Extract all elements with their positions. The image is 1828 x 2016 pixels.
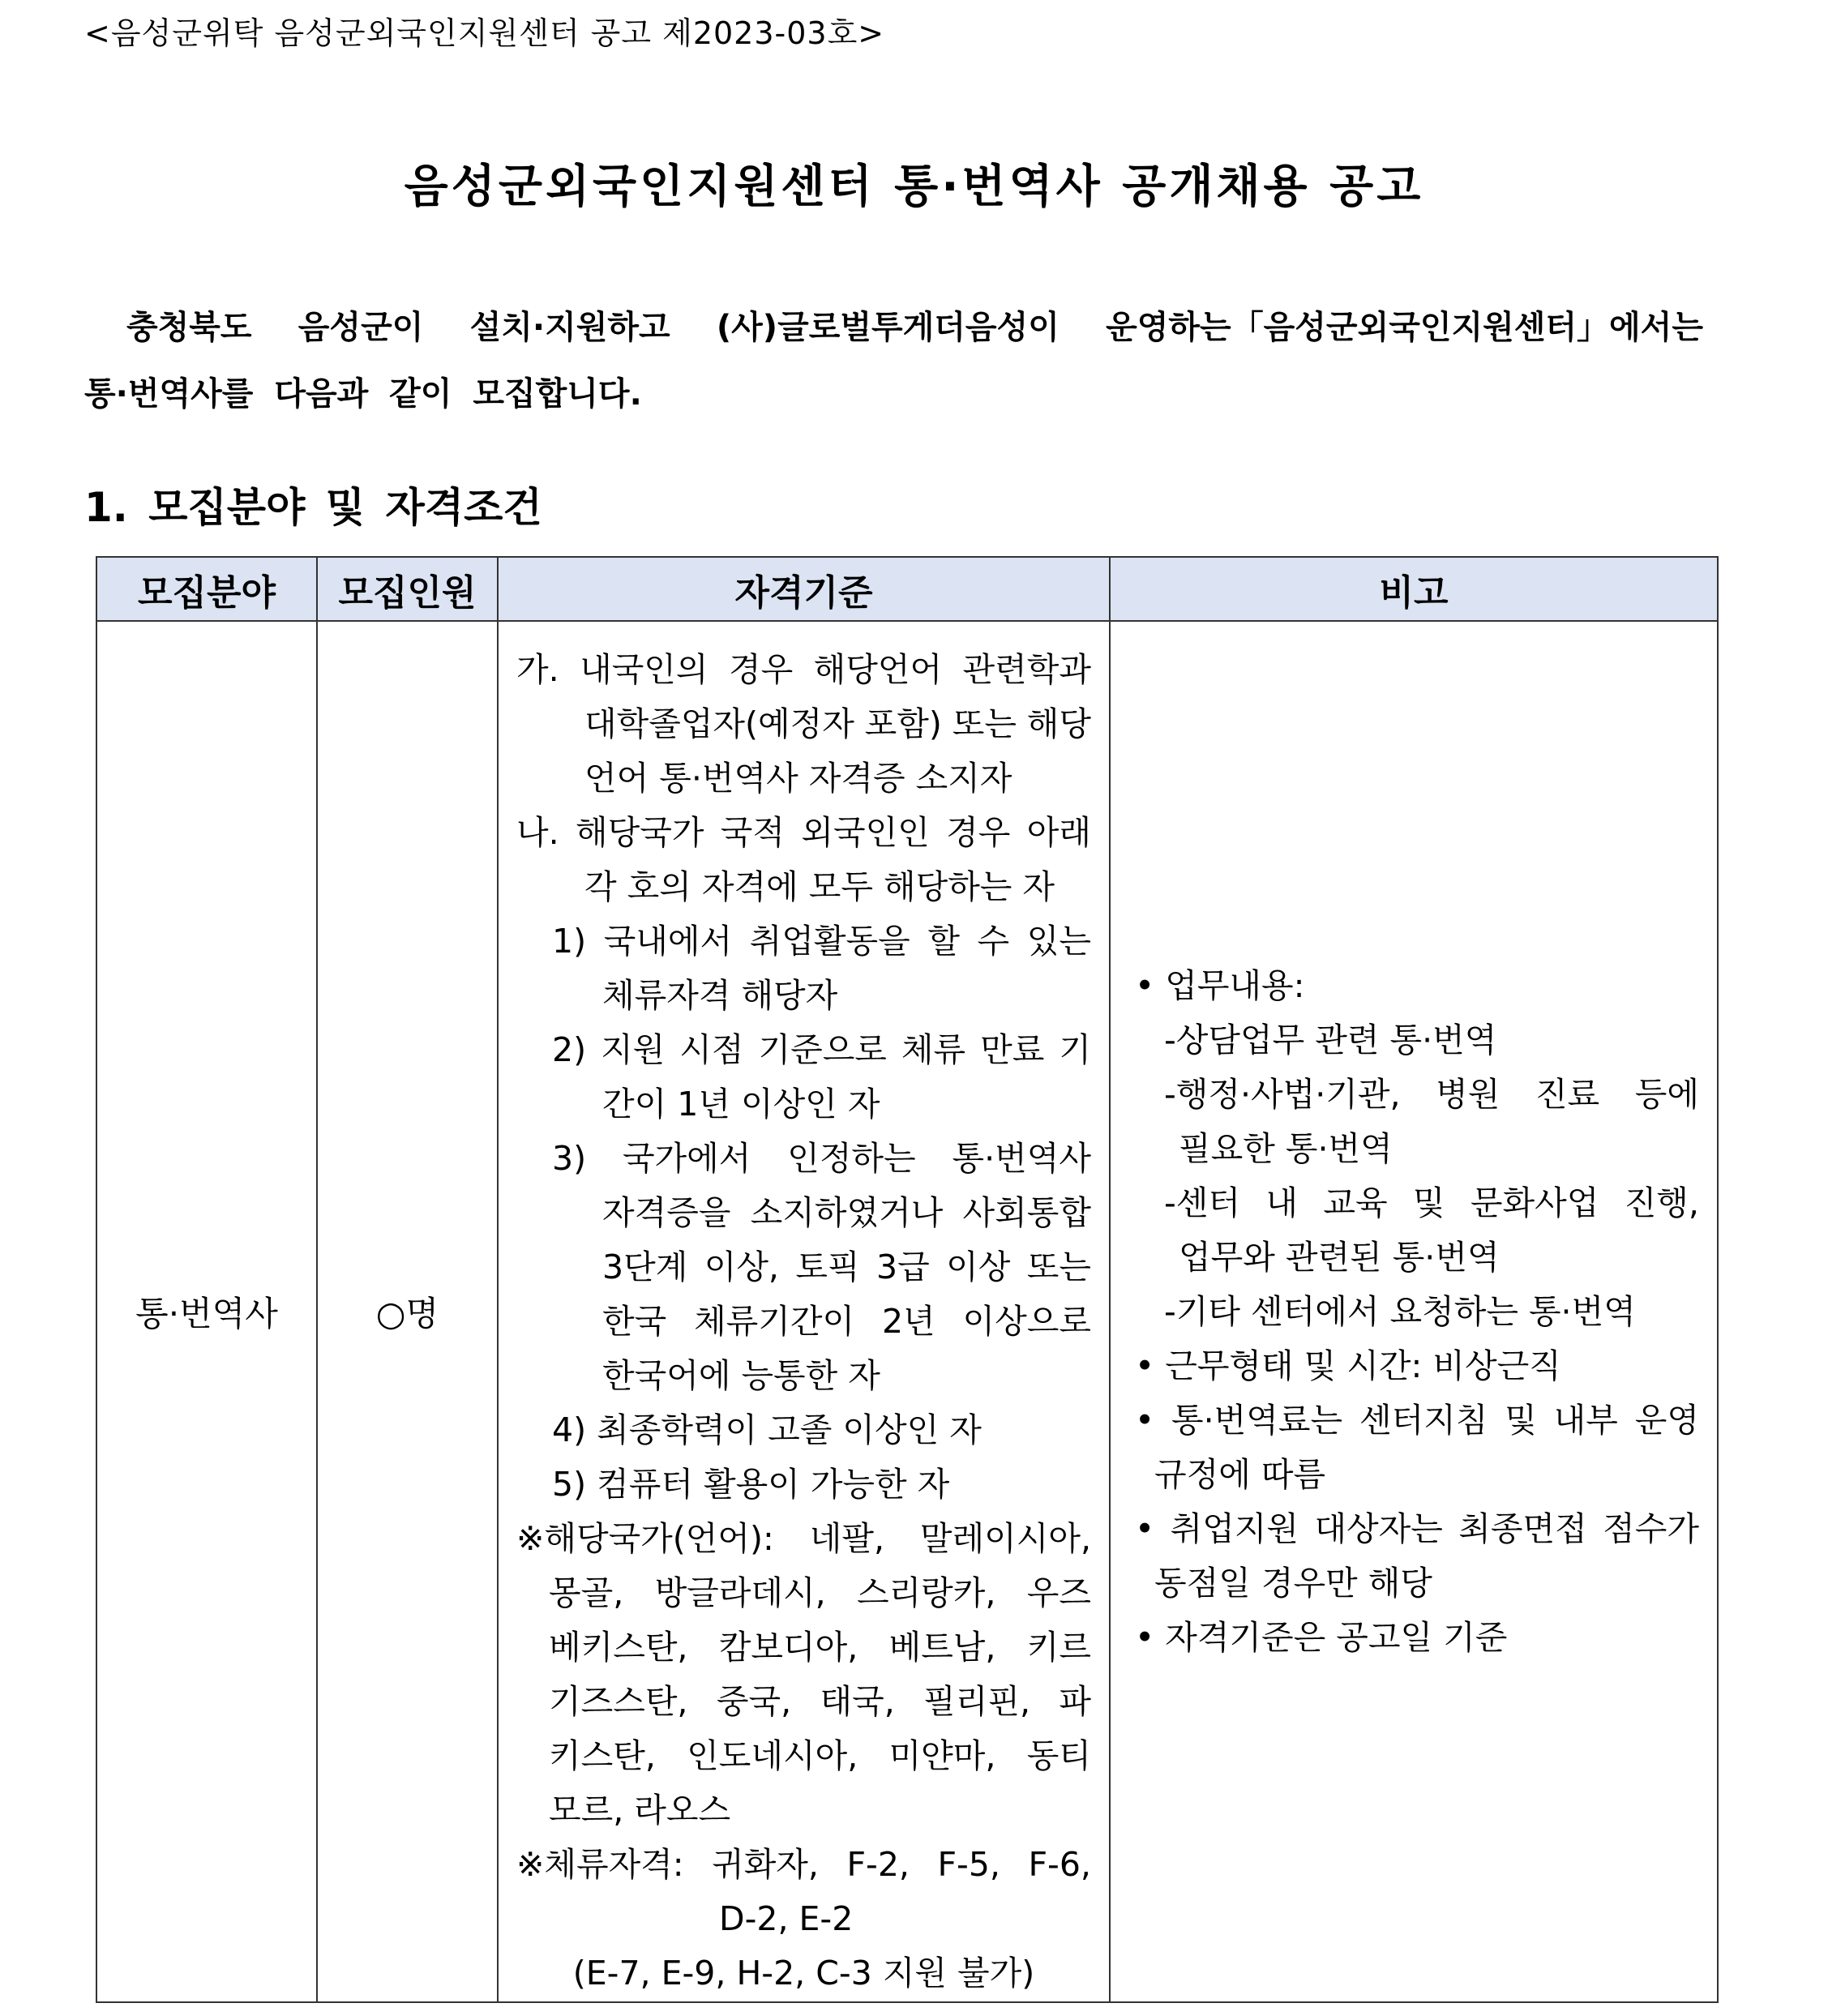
line-word: • (1135, 1509, 1155, 1548)
line-word: 토픽 (795, 1248, 860, 1286)
remarks-line (1135, 1068, 1699, 1122)
intro-line-1 (126, 302, 1703, 348)
remarks-line: • 업무내용: (1135, 965, 1305, 1005)
line-word: 이상 (946, 1248, 1011, 1286)
intro-word: 운영하는「음성군외국인지원센터」에서는 (1106, 309, 1703, 346)
line-word: 취업지원 (1170, 1509, 1299, 1548)
line-word: 내부 (1553, 1400, 1618, 1440)
line-word: 인도네시아, (687, 1736, 858, 1775)
line-word: 3) (552, 1139, 587, 1178)
line-word: F-2, (846, 1845, 910, 1884)
remarks-line (1135, 1393, 1699, 1448)
line-word: 소지하였거나 (750, 1193, 944, 1232)
criteria-line (516, 1240, 1091, 1295)
line-word: 수 (977, 922, 1010, 961)
line-word: -행정·사법·기관, (1164, 1074, 1401, 1114)
line-word: 경우 (946, 813, 1011, 852)
line-word: 베트남, (888, 1628, 996, 1667)
line-word: 및 (1412, 1183, 1445, 1222)
line-word: F-5, (937, 1845, 1000, 1884)
line-word: 키스탄, (549, 1736, 656, 1775)
line-word: 내국인의 (580, 650, 709, 689)
line-word: 등에 (1634, 1074, 1699, 1114)
criteria-line: 각 호의 자격에 모두 해당하는 자 (584, 867, 1055, 906)
criteria-line (516, 1132, 1091, 1186)
remarks-line: 업무와 관련된 통·번역 (1179, 1237, 1500, 1277)
line-word: 기즈스탄, (549, 1682, 688, 1721)
criteria-line: 한국어에 능통한 자 (602, 1356, 880, 1395)
line-word: 키르 (1026, 1628, 1091, 1667)
remarks-line: 규정에 따름 (1154, 1454, 1326, 1494)
line-word: ※해당국가(언어): (516, 1519, 774, 1558)
page-title: 음성군외국인지원센터 통·번역사 공개채용 공고 (404, 161, 1424, 213)
criteria-line: 체류자격 해당자 (602, 976, 838, 1015)
line-word: 외국인인 (801, 813, 930, 852)
header-remarks: 비고 (1110, 557, 1718, 621)
criteria-line (516, 1566, 1091, 1620)
criteria-line (516, 1295, 1091, 1349)
criteria-line (516, 1023, 1091, 1077)
criteria-line (516, 1620, 1091, 1675)
line-word: 스리랑카, (856, 1573, 996, 1612)
intro-line-2: 통·번역사를 다음과 같이 모집합니다. (84, 375, 642, 413)
criteria-line: (E-7, E-9, H-2, C-3 지원 불가) (572, 1954, 1035, 1992)
criteria-line (516, 1675, 1091, 1729)
line-word: 나. (516, 813, 559, 852)
field-cell: 통·번역사 (96, 621, 317, 2002)
line-word: 캄보디아, (718, 1628, 858, 1667)
line-word: 3급 (876, 1248, 930, 1286)
line-word: 귀화자, (712, 1845, 819, 1884)
line-word: 통·번역사 (952, 1139, 1091, 1178)
line-word: 베키스탄, (549, 1628, 688, 1667)
line-word: 중국, (716, 1682, 792, 1721)
criteria-line (516, 643, 1091, 697)
line-word: 해당국가 (576, 813, 704, 852)
criteria-line: 모르, 라오스 (549, 1791, 731, 1830)
remarks-cell (1110, 621, 1718, 2002)
remarks-line: -기타 센터에서 요청하는 통·번역 (1164, 1291, 1636, 1331)
notice-number: <음성군위탁 음성군외국인지원센터 공고 제2023-03호> (84, 15, 885, 51)
header-headcount: 모집인원 (317, 557, 498, 621)
intro-word: (사)글로벌투게더음성이 (716, 309, 1060, 346)
line-word: 경우 (728, 650, 794, 689)
line-word: 병원 (1436, 1074, 1501, 1114)
line-word: 체류 (901, 1030, 966, 1069)
line-word: 기 (1059, 1030, 1091, 1069)
line-word: 운영 (1634, 1400, 1699, 1440)
line-word: 미얀마, (888, 1736, 996, 1775)
line-word: 가. (516, 650, 559, 689)
line-word: 포함) (864, 704, 942, 743)
intro-word: 음성군이 (298, 309, 424, 346)
line-word: 국적 (720, 813, 786, 852)
line-word: 태국, (820, 1682, 895, 1721)
intro-word: 충청북도 (126, 309, 252, 346)
criteria-line (516, 697, 1091, 751)
line-word: 문화사업 (1470, 1183, 1599, 1222)
line-word: 말레이시아, (919, 1519, 1091, 1558)
line-word: 이상으로 (962, 1302, 1091, 1341)
criteria-line: 5) 컴퓨터 활용이 가능한 자 (552, 1465, 950, 1504)
remarks-line: • 자격기준은 공고일 기준 (1135, 1617, 1508, 1657)
line-word: 1) (552, 922, 587, 961)
criteria-line (516, 806, 1091, 860)
line-word: 3단계 (602, 1248, 688, 1286)
line-word: 대상자는 (1314, 1509, 1443, 1548)
line-word: 인정하는 (787, 1139, 916, 1178)
criteria-line (516, 1512, 1091, 1566)
line-word: ※체류자격: (516, 1845, 684, 1884)
line-word: 동티 (1026, 1736, 1091, 1775)
line-word: 자격증을 (602, 1193, 731, 1232)
line-word: 시점 (679, 1030, 744, 1069)
criteria-line (516, 914, 1091, 969)
line-word: 2년 (881, 1302, 935, 1341)
line-word: 및 (1505, 1400, 1537, 1440)
remarks-line: 필요한 통·번역 (1179, 1128, 1393, 1168)
line-word: 취업활동을 (749, 922, 910, 961)
criteria-line (516, 1186, 1091, 1240)
line-word: -센터 (1164, 1183, 1241, 1222)
line-word: 해당언어 (813, 650, 943, 689)
line-word: 진행, (1624, 1183, 1699, 1222)
line-word: F-6, (1028, 1845, 1091, 1884)
header-criteria: 자격기준 (498, 557, 1110, 621)
recruitment-table (96, 556, 1719, 2003)
line-word: 교육 (1323, 1183, 1388, 1222)
criteria-line: 언어 통·번역사 자격증 소지자 (584, 759, 1012, 798)
line-word: 몽골, (549, 1573, 624, 1612)
line-word: 필리핀, (923, 1682, 1030, 1721)
line-word: 이상, (704, 1248, 779, 1286)
criteria-cell (498, 621, 1110, 2002)
line-word: 진료 (1535, 1074, 1600, 1114)
line-word: 한국 (602, 1302, 667, 1341)
line-word: 파 (1059, 1682, 1091, 1721)
line-word: 기준으로 (758, 1030, 887, 1069)
line-word: 또는 (952, 704, 1017, 743)
line-word: 내 (1265, 1183, 1298, 1222)
criteria-line (516, 1729, 1091, 1783)
line-word: 국내에서 (603, 922, 733, 961)
line-word: 해당 (1026, 704, 1091, 743)
line-word: 최종면접 (1458, 1509, 1587, 1548)
line-word: 2) (552, 1030, 587, 1069)
line-word: 통·번역료는 (1171, 1400, 1343, 1440)
criteria-line (516, 1838, 1091, 1892)
remarks-line: -상담업무 관련 통·번역 (1164, 1020, 1497, 1059)
line-word: 국가에서 (622, 1139, 751, 1178)
line-word: 방글라데시, (654, 1573, 826, 1612)
line-word: 네팔, (809, 1519, 884, 1558)
criteria-line: D-2, E-2 (719, 1899, 854, 1938)
line-word: 체류기간이 (694, 1302, 855, 1341)
line-word: 점수가 (1603, 1509, 1699, 1548)
section-title: 1. 모집분야 및 자격조건 (84, 484, 542, 531)
criteria-line: 4) 최종학력이 고졸 이상인 자 (552, 1410, 982, 1449)
line-word: 있는 (1026, 922, 1091, 961)
line-word: 또는 (1026, 1248, 1091, 1286)
table-row (96, 621, 1718, 2002)
line-word: 만료 (980, 1030, 1045, 1069)
line-word: 할 (927, 922, 960, 961)
line-word: 지원 (601, 1030, 666, 1069)
header-field: 모집분야 (96, 557, 317, 621)
line-word: 아래 (1026, 813, 1091, 852)
headcount-cell: ○명 (317, 621, 498, 2002)
criteria-line: 간이 1년 이상인 자 (602, 1085, 880, 1124)
line-word: 관련학과 (962, 650, 1091, 689)
line-word: 대학졸업자(예정자 (584, 704, 854, 743)
line-word: • (1135, 1400, 1155, 1440)
intro-word: 설치·지원하고 (469, 309, 670, 346)
line-word: 센터지침 (1359, 1400, 1488, 1440)
remarks-line (1135, 1502, 1699, 1556)
line-word: 사회통합 (962, 1193, 1091, 1232)
remarks-line: • 근무형태 및 시간: 비상근직 (1135, 1346, 1561, 1385)
remarks-line (1135, 1176, 1699, 1231)
table-header-row (96, 557, 1718, 621)
remarks-line: 동점일 경우만 해당 (1154, 1563, 1432, 1603)
line-word: 우즈 (1026, 1573, 1091, 1612)
